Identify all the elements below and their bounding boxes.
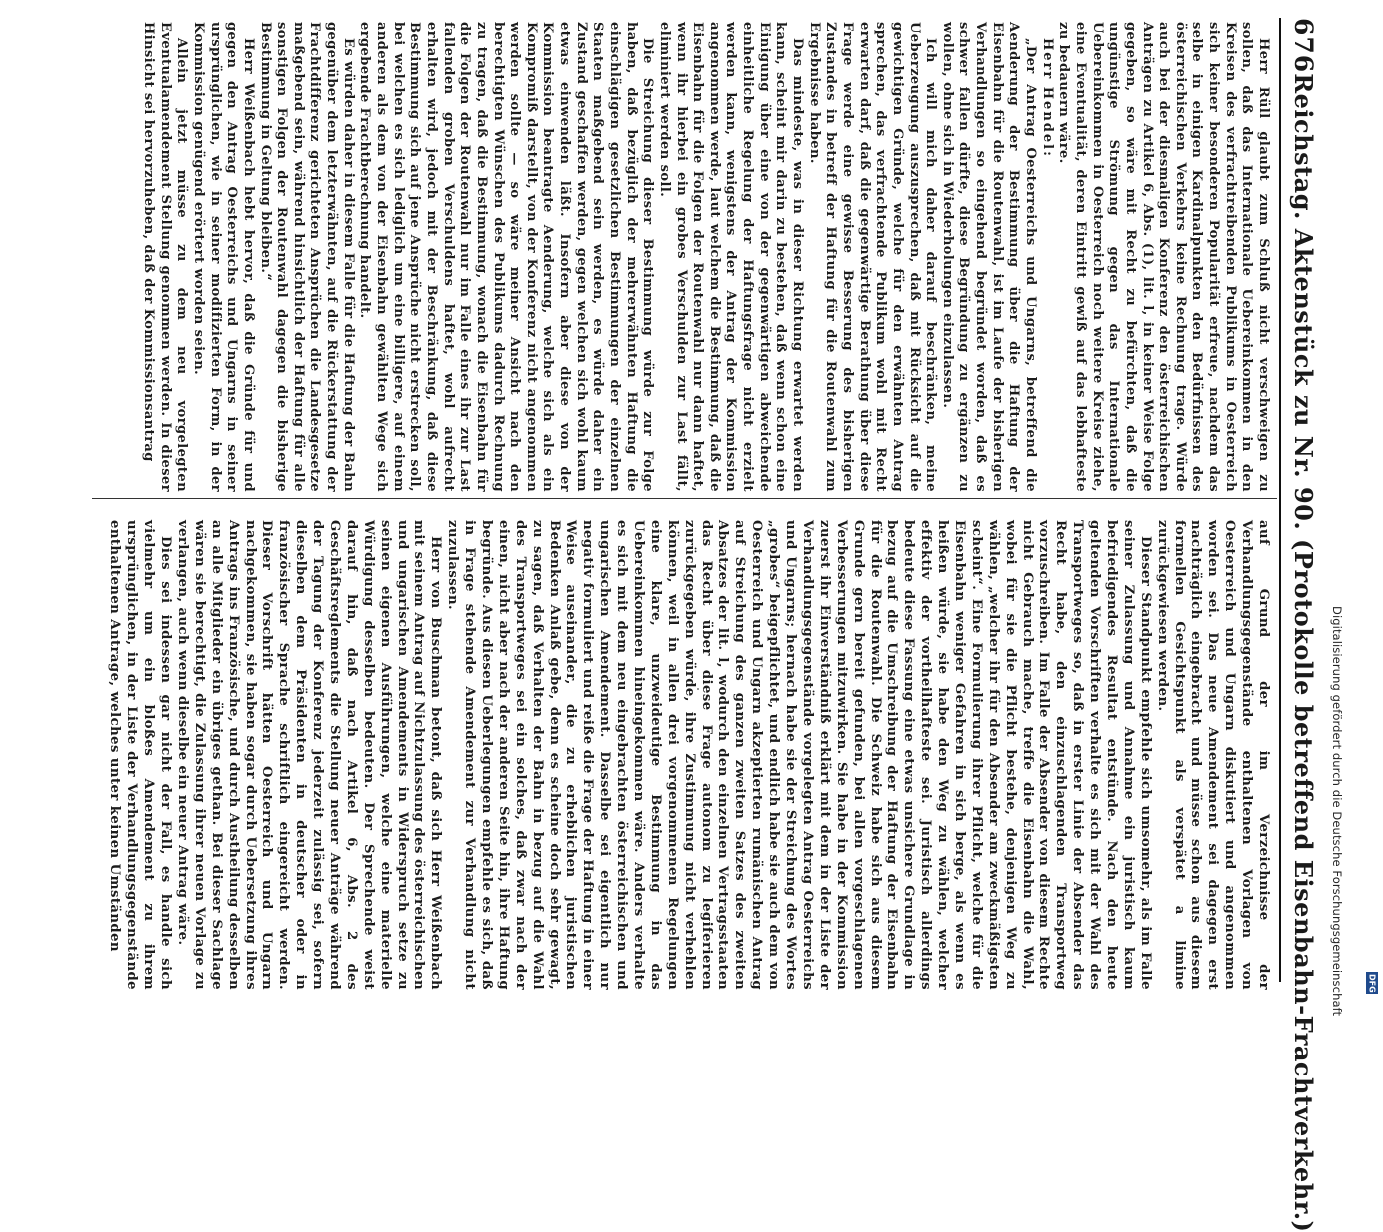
speaker-line: Herr Hendel: — [1039, 38, 1055, 158]
scan-speck — [697, 688, 699, 690]
column-divider — [92, 498, 1277, 499]
paragraph: Es würden daher in diesem Falle für die Haftung der Bahn gegenüber dem letzterwähnten, auf die Rückerstattung der Frachtdifferenz gerichteten Ansprüchen die Landesgesetze maßgebend sein, während hinsichtlich der Haftung für alle sonstigen Folgen der Routenwahl dagegen die bisherige Bestimmung in Geltung bleiben.“ — [257, 22, 356, 492]
paragraph: Die Streichung dieser Bestimmung würde zur Folge haben, daß bezüglich der mehrerwähnten Haftung die einschlägigen gesetzlichen Bestimmungen der einzelnen Staaten maßgebend sein werden, es würde daher ein Zustand geschaffen werden, gegen welchen sich wohl kaum etwas einwenden läßt. Insofern aber diese von der Kommission beantragte Aenderung, welche sich als ein Kompromiß darstellt, von der Konferenz nicht angenommen werden sollte — so wäre meiner Ansicht nach den berechtigten Wünschen des Publikums dadurch Rechnung zu tragen, daß die Bestimmung, wonach die Eisenbahn für die Folgen der Routenwahl nur im Falle eines ihr zur Last fallenden groben Verschuldens haftet, wohl aufrecht erhalten wird, jedoch mit der Beschränkung, daß diese Bestimmung sich auf jene Ansprüche nicht erstrecken soll, bei welchen es sich lediglich um eine billigere, auf einem anderen als dem von der Eisenbahn gewählten Wege sich ergebende Frachtberechnung handelt. — [357, 22, 656, 492]
left-text-column — [139, 22, 1271, 492]
paragraph: Dies sei indessen gar nicht der Fall, es handle sich vielmehr um ein bloßes Amendement zu ihrem ursprünglichen, in der Liste der Verhandlungsgegenstände enthaltenen Antrage, welches unter keinen Umständen — [107, 520, 174, 990]
paragraph: Ich will mich daher darauf beschränken, meine Ueberzeugung auszusprechen, daß mit Rücksicht auf die gewichtigen Gründe, welche für den erwähnten Antrag sprechen, das verfrachtende Publikum wohl mit Recht erwarten darf, daß die gegenwärtige Berathung über diese Frage werde eine gewisse Besserung des bisherigen Zustandes in betreff der Haftung für die Routenwahl zum Ergebnisse haben. — [806, 22, 939, 492]
paragraph: Herr Weißenbach hebt hervor, daß die Gründe für und gegen den Antrag Oesterreichs und Ungarns in seiner ursprünglichen, wie in seiner modifizierten Form, in der Kommission genügend erörtert worden seien. — [191, 22, 256, 492]
paragraph: Allein jetzt müsse zu dem neu vorgelegten Eventualamendement Stellung genommen werden. In dieser Hinsicht sei hervorzuheben, daß der Kommissionsantrag — [141, 22, 190, 492]
running-title: Reichstag. Aktenstück zu Nr. 90. (Protokolle betreffend Eisenbahn-Frachtverkehr.) — [1289, 73, 1318, 1232]
paragraph: Dieser Standpunkt empfehle sich umsomehr, als im Falle seiner Zulassung und Annahme ein juristisch kaum befriedigendes Resultat entstünde. Nach den heute geltenden Vorschriften verhalte es sich mit der Wahl des Transportweges so, daß in erster Linie der Absender das Recht habe, den einzuschlagenden Transportweg vorzuschreiben. Im Falle der Absender von diesem Rechte nicht Gebrauch mache, treffe die Eisenbahn die Wahl, wobei für sie die Pflicht bestehe, denjenigen Weg zu wählen, „welcher ihr für den Absender am zweckmäßigsten scheint“. Eine Formulierung ihrer Pflicht, welche für die Eisenbahn weniger Gefahren in sich berge, als wenn es heißen würde, sie habe den Weg zu wählen, welcher effektiv der vortheilhafteste sei. Juristisch allerdings bedeute diese Fassung eine etwas unsichere Grundlage in bezug auf die Umschreibung der Haftung der Eisenbahn für die Routenwahl. Die Schweiz habe sich aus diesem Grunde gern bereit gefunden, bei allen vorgeschlagenen Verbesserungen mitzuwirken. Sie habe in der Kommission zuerst ihr Einverständniß erklärt mit dem in der Liste der Verhandlungsgegenstände vorgelegten Antrag Oesterreichs und Ungarns; hernach habe sie der Streichung des Wortes „grobes“ beigepflichtet, und endlich habe sie auch dem von Oesterreich und Ungarn akzeptierten rumänischen Antrag auf Streichung des ganzen zweiten Satzes des zweiten Absatzes der lit. l, wodurch den einzelnen Vertragsstaaten das Recht über diese Frage autonom zu legiferieren zurückgegeben würde, ihre Zustimmung nicht verhehlen können, weil in allen drei vorgenommenen Regelungen eine klare, unzweideutige Bestimmung in das Uebereinkommen hineingekommen wäre. Anders verhalte es sich mit dem neu eingebrachten österreichischen und ungarischen Amendement. Dasselbe sei eigentlich nur negativ formuliert und reiße die Frage der Haftung in einer Weise auseinander, die zu erheblichen juristischen Bedenken Anlaß gebe, denn es scheine doch sehr gewagt, zu sagen, daß Verhalten der Bahn in bezug auf die Wahl des Transportweges sei ein solches, daß zwar nach der einen, nicht aber nach der anderen Seite hin, ihre Haftung begründe. Aus diesen Ueberlegungen empfehle es sich, daß in Frage stehende Amendement zur Verhandlung nicht zuzulassen. — [445, 520, 1153, 990]
digitization-credit: Digitalisierung gefördert durch die Deutsche Forschungsgemeinschaft — [1330, 606, 1344, 1017]
paragraph: auf Grund der im Verzeichnisse der Verhandlungsgegenstände enthaltenen Vorlagen von Oesterreich und Ungarn diskutiert und angenommen worden sei. Das neue Amendement sei dagegen erst nachträglich eingebracht und müsse schon aus diesem formellen Gesichtspunkt als verspätet a limine zurückgewiesen werden. — [1154, 520, 1271, 990]
paragraph: „Der Antrag Oesterreichs und Ungarns, betreffend die Aenderung der Bestimmung über die Haftung der Eisenbahn für die Routenwahl, ist im Laufe der bisherigen Verhandlungen so eingehend begründet worden, daß es schwer fallen dürfte, diese Begründung zu ergänzen zu wollen, ohne sich in Wiederholungen einzulassen. — [939, 22, 1039, 492]
page-header — [1279, 18, 1321, 1232]
paragraph: Herr von Buschman betont, daß sich Herr Weißenbach mit seinem Antrag auf Nichtzulassung des österreichischen und ungarischen Amendements in Widerspruch setze zu seinen eigenen Ausführungen, welche eine materielle Würdigung desselben bedeuten. Der Sprechende weist darauf hin, daß nach Artikel 6, Abs. 2 des Geschäftsreglements die Stellung neuer Anträge während der Tagung der Konferenz jederzeit zulässig sei, sofern dieselben dem Präsidenten in deutscher oder in französischer Sprache schriftlich eingereicht werden. Dieser Vorschrift hätten Oesterreich und Ungarn nachgekommen, sie haben sogar durch Uebersetzung ihres Antrags ins Französische, und durch Austheilung desselben an alle Mitglieder ein übriges gethan. Bei dieser Sachlage wären sie berechtigt, die Zulassung ihrer neuen Vorlage zu verlangen, auch wenn dieselbe ein neuer Antrag wäre. — [175, 520, 444, 990]
page-number: 676 — [1289, 18, 1318, 74]
paragraph: Das mindeste, was in dieser Richtung erwartet werden kann, scheint mir darin zu bestehen, daß wenn schon eine Einigung über eine von der gegenwärtigen abweichende einheitliche Regelung der Haftungsfrage nicht erzielt werden kann, wenigstens der Antrag der Kommission angenommen werde, laut welchem die Bestimmung, daß die Eisenbahn für die Folgen der Routenwahl nur dann haftet, wenn ihr hierbei ein grobes Verschulden zur Last fällt, eliminiert werden soll. — [656, 22, 806, 492]
right-text-column — [106, 520, 1271, 990]
dfg-logo-icon: DFG — [1367, 973, 1377, 993]
paragraph: Herr Rüll glaubt zum Schluß nicht verschweigen zu sollen, daß das Internationale Uebereinkommen in den Kreisen des verfrachtreibenden Publikums in Oesterreich sich keiner besonderen Popularität erfreue, nachdem das selbe in einigen Kardinalpunkten den Bedürfnissen des österreichischen Verkehrs keine Rechnung trage. Würde auch bei der diesmaligen Konferenz den österreichischen Anträgen zu Artikel 6, Abs. (1), lit. l, in keiner Weise Folge gegeben, so wäre mit Recht zu befürchten, daß die ungünstige Strömung gegen das Internationale Uebereinkommen in Oesterreich noch weitere Kreise ziehe, eine Eventualität, deren Eintritt gewiß auf das lebhafteste zu bedauern wäre. — [1056, 22, 1271, 492]
